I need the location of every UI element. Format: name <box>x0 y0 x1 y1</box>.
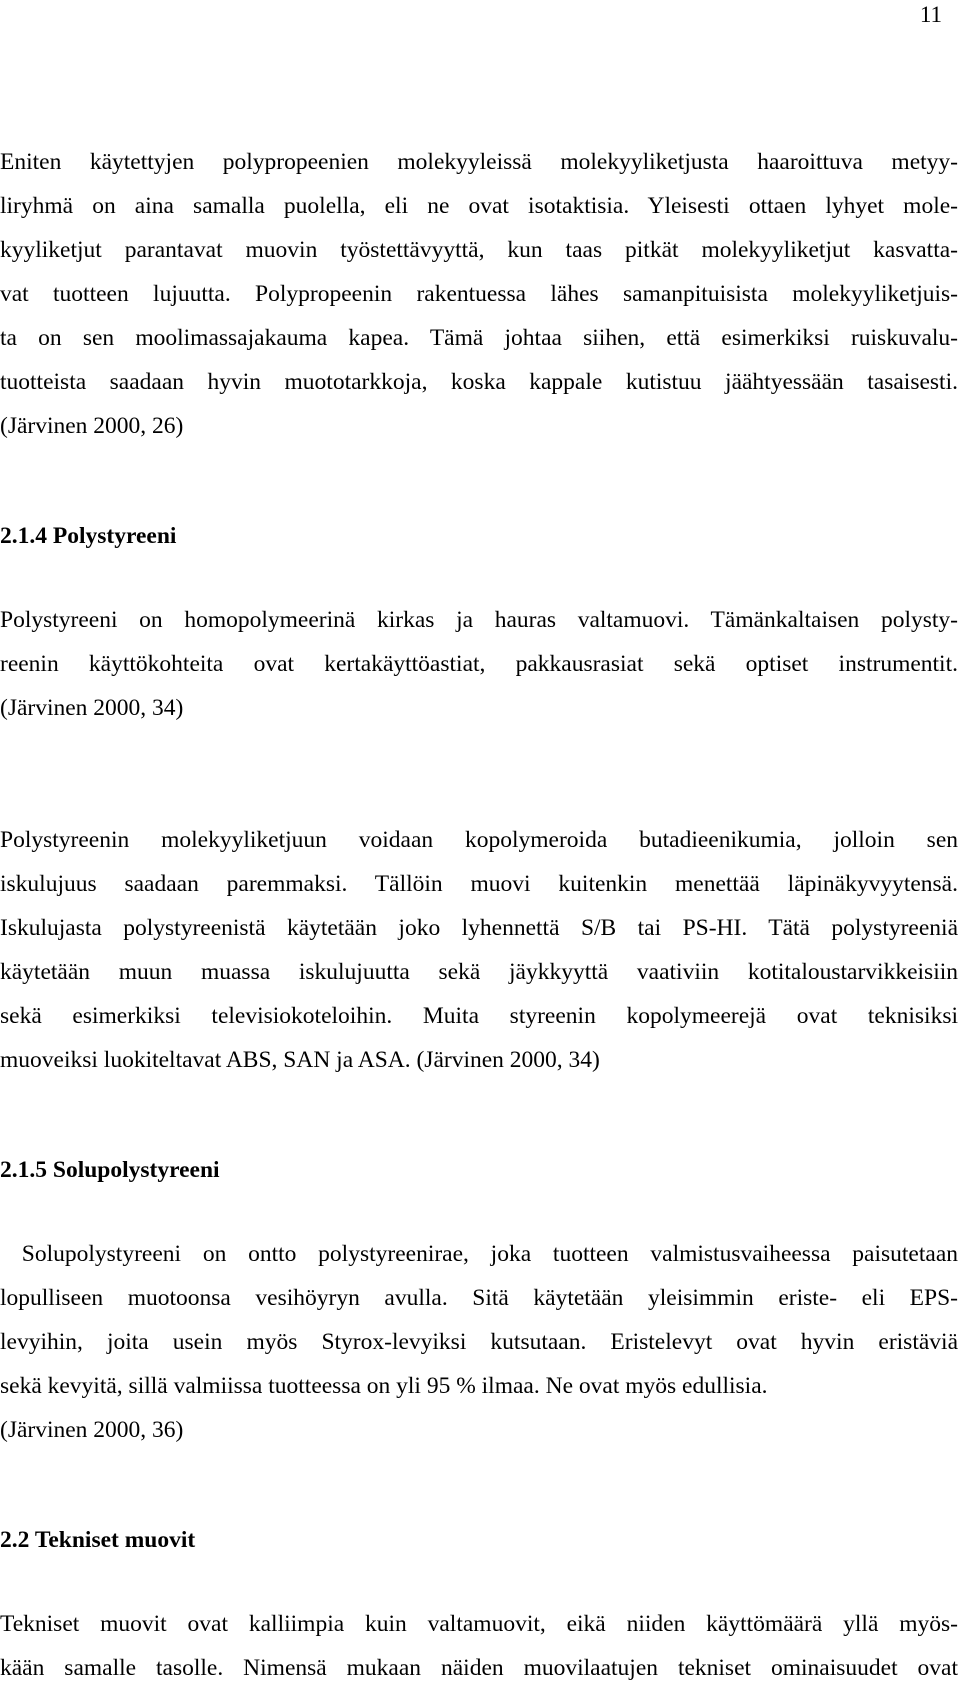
paragraph-solupolystyreeni <box>0 1232 958 1452</box>
citation: (Järvinen 2000, 36) <box>0 1417 184 1443</box>
section-heading-2-1-4: 2.1.4 Polystyreeni <box>0 523 177 549</box>
text-line: iskulujuus saadaan paremmaksi. Tällöin muovi kuitenkin menettää läpinäkyvyytensä. <box>0 871 958 897</box>
text-line: lopulliseen muotoonsa vesihöyryn avulla. Sitä käytetään yleisimmin eriste- eli EPS- <box>0 1285 958 1311</box>
paragraph-polypropeeni <box>0 140 958 448</box>
citation: (Järvinen 2000, 26) <box>0 413 184 439</box>
text-line: Solupolystyreeni on ontto polystyreenirae, joka tuotteen valmistusvaiheessa paisutetaan <box>0 1241 958 1267</box>
text-line: Polystyreeni on homopolymeerinä kirkas ja hauras valtamuovi. Tämänkaltaisen polysty- <box>0 607 958 633</box>
text-line: liryhmä on aina samalla puolella, eli ne ovat isotaktisia. Yleisesti ottaen lyhyet mole- <box>0 193 958 219</box>
text-line-last: muoveiksi luokiteltavat ABS, SAN ja ASA. (Järvinen 2000, 34) <box>0 1047 600 1073</box>
text-line: Eniten käytettyjen polypropeenien molekyyleissä molekyyliketjusta haaroittuva metyy- <box>0 149 958 175</box>
paragraph-polystyreeni-kopolymeerit <box>0 818 958 1082</box>
section-heading-2-1-5: 2.1.5 Solupolystyreeni <box>0 1157 220 1183</box>
citation: (Järvinen 2000, 34) <box>0 695 184 721</box>
text-line: ta on sen moolimassajakauma kapea. Tämä johtaa siihen, että esimerkiksi ruiskuvalu- <box>0 325 958 351</box>
section-heading-2-2: 2.2 Tekniset muovit <box>0 1527 196 1553</box>
text-line: Polystyreenin molekyyliketjuun voidaan kopolymeroida butadieenikumia, jolloin sen <box>0 827 958 853</box>
text-line-last: sekä kevyitä, sillä valmiissa tuotteessa on yli 95 % ilmaa. Ne ovat myös edullisia. <box>0 1373 768 1399</box>
text-line: kään samalle tasolle. Nimensä mukaan näiden muovilaatujen tekniset ominaisuudet ovat <box>0 1655 958 1681</box>
text-line: reenin käyttökohteita ovat kertakäyttöastiat, pakkausrasiat sekä optiset instrumentit. <box>0 651 958 677</box>
text-line: kyyliketjut parantavat muovin työstettävyyttä, kun taas pitkät molekyyliketjut kasvatta- <box>0 237 958 263</box>
text-line: tuotteista saadaan hyvin muototarkkoja, koska kappale kutistuu jäähtyessään tasaisesti. <box>0 369 958 395</box>
paragraph-polystyreeni-intro <box>0 598 958 730</box>
page-number: 11 <box>919 2 942 27</box>
text-line: vat tuotteen lujuutta. Polypropeenin rakentuessa lähes samanpituisista molekyyliketjuis- <box>0 281 958 307</box>
document-body <box>0 140 958 1690</box>
text-line: levyihin, joita usein myös Styrox-levyiksi kutsutaan. Eristelevyt ovat hyvin eristäviä <box>0 1329 958 1355</box>
paragraph-tekniset-muovit <box>0 1602 958 1690</box>
text-line: käytetään muun muassa iskulujuutta sekä jäykkyyttä vaativiin kotitaloustarvikkeisiin <box>0 959 958 985</box>
text-line: Tekniset muovit ovat kalliimpia kuin valtamuovit, eikä niiden käyttömäärä yllä myös- <box>0 1611 958 1637</box>
text-line: sekä esimerkiksi televisiokoteloihin. Muita styreenin kopolymeerejä ovat teknisiksi <box>0 1003 958 1029</box>
text-line: Iskulujasta polystyreenistä käytetään joko lyhennettä S/B tai PS-HI. Tätä polystyreeniä <box>0 915 958 941</box>
